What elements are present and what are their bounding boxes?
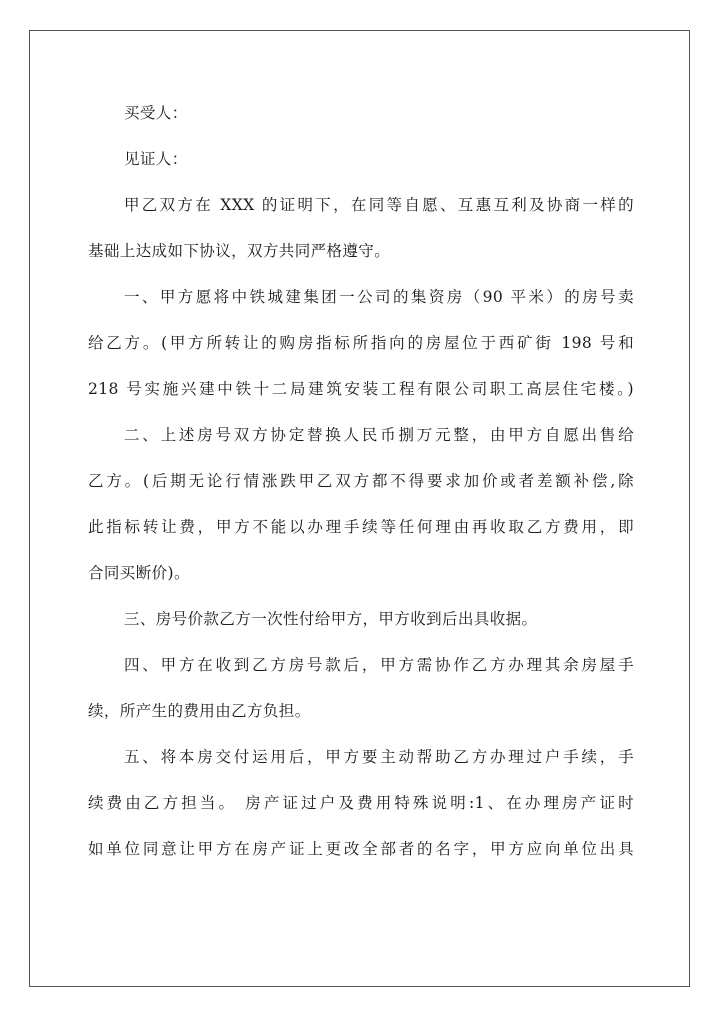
- paragraph-intro-line-1: 甲乙双方在 XXX 的证明下，在同等自愿、互惠互利及协商一样的: [124, 196, 634, 214]
- clause-2-line-3: 此指标转让费，甲方不能以办理手续等任何理由再收取乙方费用，即: [88, 518, 634, 536]
- witness-line: 见证人：: [124, 150, 188, 168]
- clause-2-line-4: 合同买断价)。: [88, 564, 190, 582]
- clause-3-line-1: 三、房号价款乙方一次性付给甲方，甲方收到后出具收据。: [124, 610, 538, 628]
- buyer-line: 买受人：: [124, 104, 188, 122]
- clause-1-line-1: 一、甲方愿将中铁城建集团一公司的集资房（90 平米）的房号卖: [124, 288, 634, 306]
- clause-5-line-2: 续费由乙方担当。 房产证过户及费用特殊说明:1、在办理房产证时: [88, 794, 634, 812]
- clause-5-line-1: 五、将本房交付运用后，甲方要主动帮助乙方办理过户手续，手: [124, 748, 634, 766]
- clause-1-line-2: 给乙方。(甲方所转让的购房指标所指向的房屋位于西矿街 198 号和: [88, 334, 634, 352]
- paragraph-intro-line-2: 基础上达成如下协议，双方共同严格遵守。: [88, 242, 391, 260]
- clause-4-line-2: 续，所产生的费用由乙方负担。: [88, 702, 311, 720]
- clause-1-line-3: 218 号实施兴建中铁十二局建筑安装工程有限公司职工高层住宅楼。): [88, 380, 634, 398]
- clause-2-line-2: 乙方。(后期无论行情涨跌甲乙双方都不得要求加价或者差额补偿,除: [88, 472, 634, 490]
- clause-5-line-3: 如单位同意让甲方在房产证上更改全部者的名字，甲方应向单位出具: [88, 840, 634, 858]
- document-body: [88, 90, 634, 872]
- clause-4-line-1: 四、甲方在收到乙方房号款后，甲方需协作乙方办理其余房屋手: [124, 656, 634, 674]
- clause-2-line-1: 二、上述房号双方协定替换人民币捌万元整，由甲方自愿出售给: [124, 426, 634, 444]
